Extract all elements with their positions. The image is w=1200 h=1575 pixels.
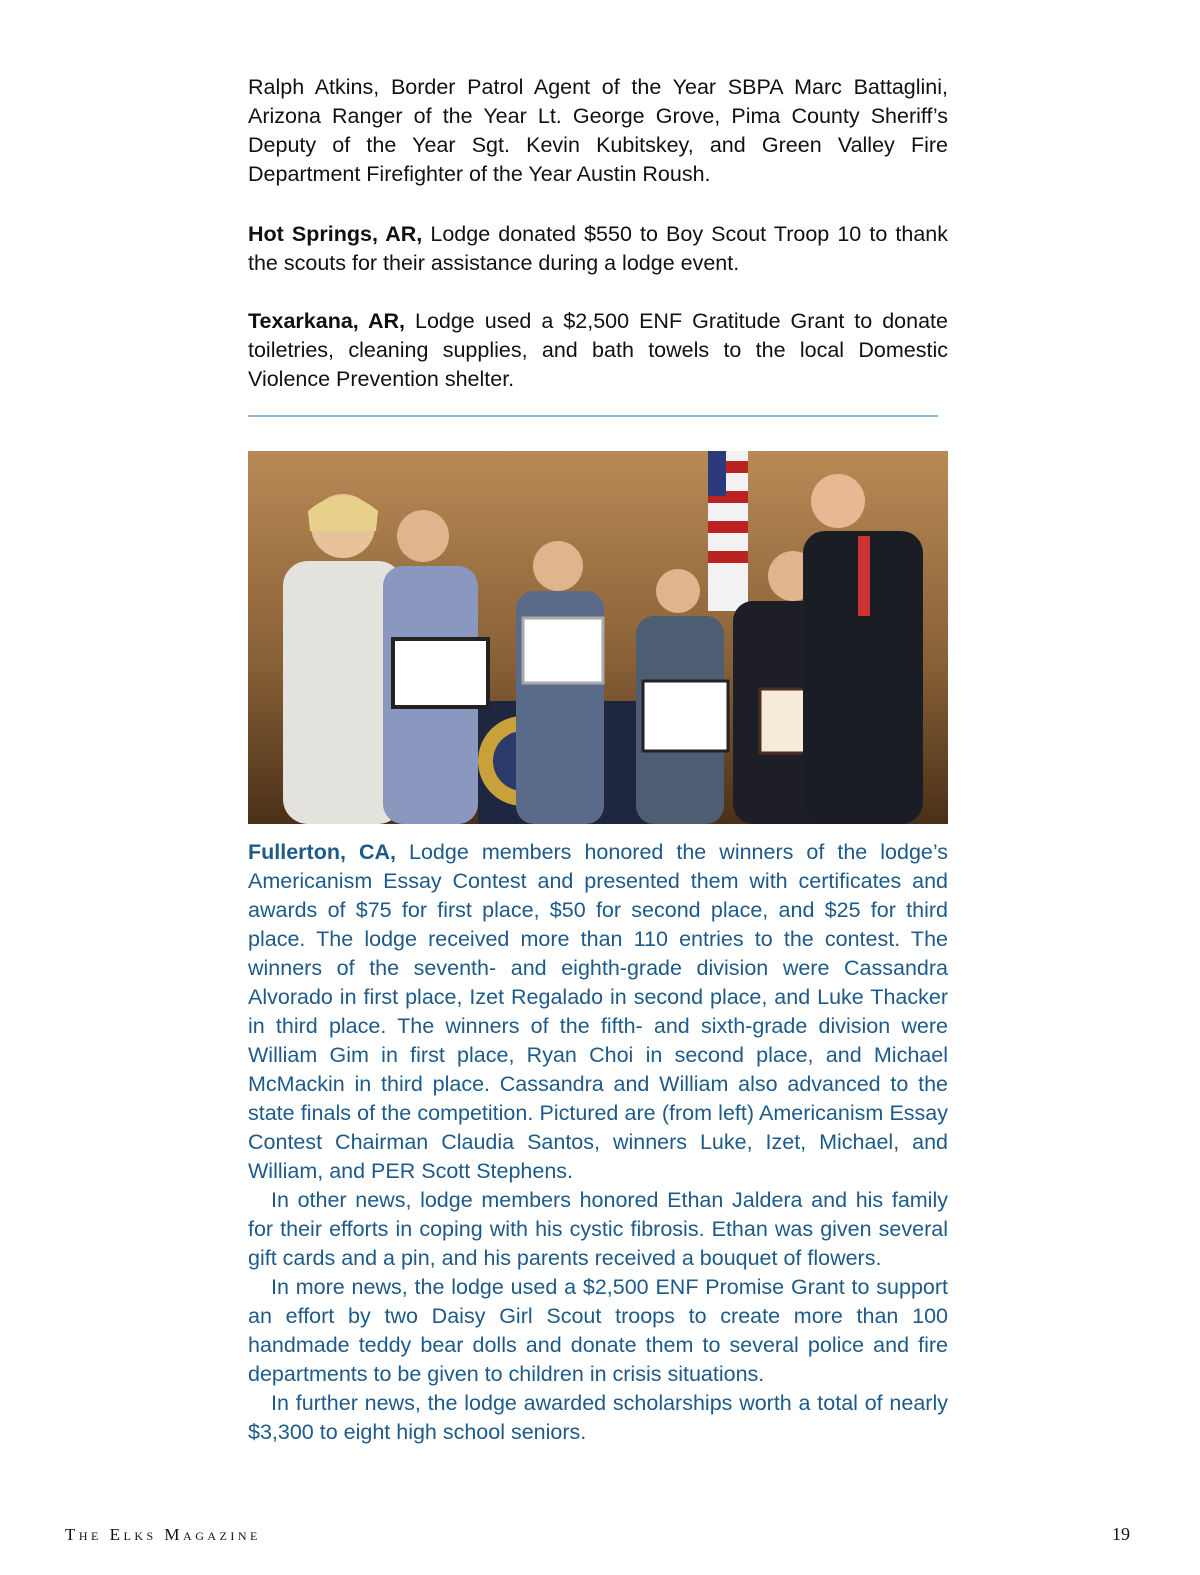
caption-paragraph-other-news: In other news, lodge members honored Ethan Jaldera and his family for their efforts in coping with his cystic fibrosis. Ethan was given several gift cards and a pin, and his parents received a bouquet of flowers.: [248, 1188, 948, 1270]
page-number: 19: [1112, 1524, 1130, 1544]
article-paragraph-texarkana: [248, 307, 948, 394]
caption-text: Lodge members honored the winners of the lodge’s Americanism Essay Contest and presented them with certificates and awards of $75 for first place, $50 for second place, and $25 for third place. The lodge received more than 110 entries to the contest. The winners of the seventh- and eighth-grade division were Cassandra Alvorado in first place, Izet Regalado in second place, and Luke Thacker in third place. The winners of the fifth- and sixth-grade division were William Gim in first place, Ryan Choi in second place, and Michael McMackin in third place. Cassandra and William also advanced to the state finals of the competition. Pictured are (from left) Americanism Essay Contest Chairman Claudia Santos, winners Luke, Izet, Michael, and William, and PER Scott Stephens.: [248, 840, 949, 1183]
lodge-location: Fullerton, CA,: [248, 840, 396, 864]
paragraph-text: Lodge donated $550 to Boy Scout Troop 10 to thank the scouts for their assistance during a lodge event.: [248, 222, 948, 275]
caption-fullerton: [248, 838, 948, 1447]
photo-illustration: [248, 451, 948, 824]
caption-paragraph-further-news: In further news, the lodge awarded scholarships worth a total of nearly $3,300 to eight high school seniors.: [248, 1391, 948, 1444]
magazine-title: [65, 1525, 261, 1545]
paragraph-text: Ralph Atkins, Border Patrol Agent of the Year SBPA Marc Battaglini, Arizona Ranger of the Year Lt. George Grove, Pima County Sheriff’s Deputy of the Year Sgt. Kevin Kubitskey, and Green Valley Fire Department Firefighter of the Year Austin Roush.: [248, 75, 948, 186]
article-paragraph-arizona: [248, 73, 948, 189]
magazine-title-text: The Elks Magazine: [65, 1525, 261, 1544]
paragraph-text: Lodge used a $2,500 ENF Gratitude Grant to donate toiletries, cleaning supplies, and bath towels to the local Domestic Violence Prevention shelter.: [248, 309, 948, 391]
article-paragraph-hot-springs: [248, 220, 948, 278]
section-divider: [248, 415, 938, 417]
group-photo: [248, 451, 948, 824]
lodge-location: Texarkana, AR,: [248, 309, 405, 333]
flag-shape: [708, 451, 748, 611]
lodge-location: Hot Springs, AR,: [248, 222, 423, 246]
caption-paragraph-more-news: In more news, the lodge used a $2,500 ENF Promise Grant to support an effort by two Daisy Girl Scout troops to create more than 100 handmade teddy bear dolls and donate them to several police and fire departments to be given to children in crisis situations.: [248, 1275, 948, 1386]
